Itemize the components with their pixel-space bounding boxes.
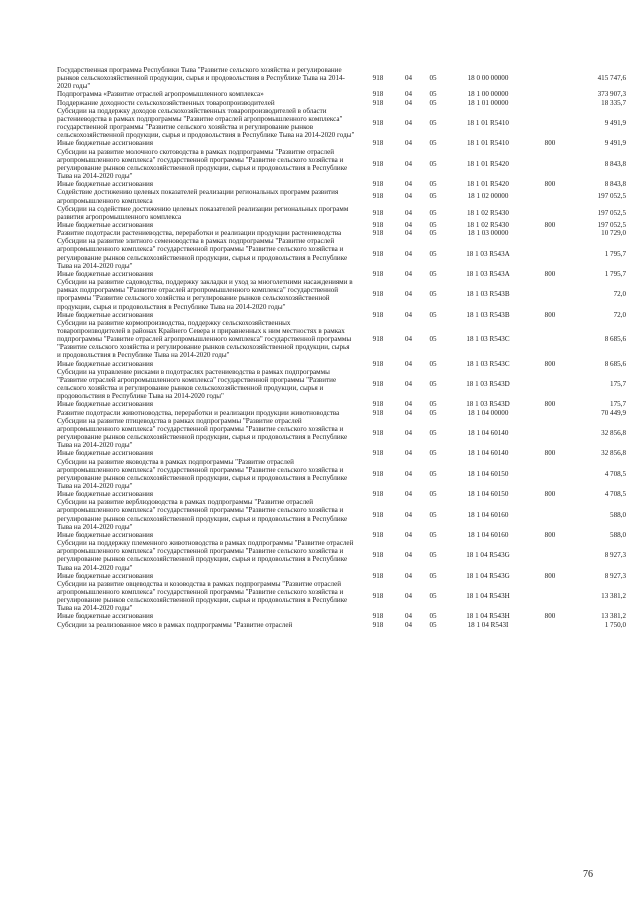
row-description: Иные бюджетные ассигнования <box>57 359 154 368</box>
row-section-code: 04 <box>404 490 413 499</box>
row-grbs-code: 918 <box>372 400 384 409</box>
row-section-code: 04 <box>404 380 413 389</box>
row-section-code: 04 <box>404 208 413 217</box>
row-section-code: 04 <box>404 249 413 258</box>
row-description: Иные бюджетные ассигнования <box>57 571 154 580</box>
table-row <box>57 139 626 147</box>
row-expense-type <box>530 368 570 401</box>
row-target-code: 18 1 03 R543B <box>466 290 510 299</box>
table-row <box>57 311 626 319</box>
row-description: Субсидии на поддержку племенного животноводства в рамках подпрограммы "Развитие отраслей агропромышленного комплекса" государственной программы "Развитие сельского хозяйства и регулирование рынков сельскохозяйственной продукции, сырья и продовольствия в Республике Тыва на 2014-2020 годы" <box>57 539 354 572</box>
row-amount: 8 927,3 <box>604 571 626 580</box>
row-subsection-code: 05 <box>429 180 437 189</box>
row-target-code: 18 1 04 60150 <box>467 490 509 499</box>
row-amount: 32 856,8 <box>601 449 626 458</box>
row-target-code: 18 1 04 60140 <box>467 449 509 458</box>
row-grbs-code: 918 <box>372 74 384 83</box>
row-amount: 1 795,7 <box>604 269 626 278</box>
table-row <box>57 572 626 580</box>
table-row <box>57 148 626 181</box>
row-subsection-code: 05 <box>429 449 437 458</box>
row-description: Иные бюджетные ассигнования <box>57 490 154 499</box>
table-row <box>57 270 626 278</box>
row-target-code: 18 1 03 R543C <box>466 359 510 368</box>
table-row <box>57 417 626 450</box>
row-target-code: 18 1 04 60160 <box>467 510 509 519</box>
row-grbs-code: 918 <box>372 159 384 168</box>
row-description: Иные бюджетные ассигнования <box>57 139 154 148</box>
table-row <box>57 237 626 270</box>
table-row <box>57 360 626 368</box>
row-section-code: 04 <box>404 551 413 560</box>
row-grbs-code: 918 <box>372 139 384 148</box>
budget-table-page <box>57 66 626 629</box>
row-subsection-code: 05 <box>429 335 437 344</box>
row-expense-type: 800 <box>544 449 556 458</box>
row-grbs-code: 918 <box>372 335 384 344</box>
row-subsection-code: 05 <box>429 139 437 148</box>
row-expense-type: 800 <box>544 220 556 229</box>
row-amount: 9 491,9 <box>604 139 626 148</box>
table-row <box>57 66 626 90</box>
row-expense-type <box>530 621 570 629</box>
row-description: Иные бюджетные ассигнования <box>57 180 154 189</box>
row-amount: 70 449,9 <box>601 408 626 417</box>
row-section-code: 04 <box>404 139 413 148</box>
row-amount: 9 491,9 <box>604 119 626 128</box>
row-grbs-code: 918 <box>372 469 384 478</box>
row-amount: 13 381,2 <box>601 612 626 621</box>
row-subsection-code: 05 <box>429 620 437 629</box>
row-expense-type <box>530 580 570 613</box>
row-section-code: 04 <box>404 359 413 368</box>
row-grbs-code: 918 <box>372 310 384 319</box>
row-section-code: 04 <box>404 229 413 238</box>
row-description: Субсидии на развитие птицеводства в рамках подпрограммы "Развитие отраслей агропромышленного комплекса" государственной программы "Развитие сельского хозяйства и регулирование рынков сельскохозяйственной продукции, сырья и продовольствия в Республике Тыва на 2014-2020 годы" <box>57 416 348 450</box>
row-target-code: 18 1 04 R543H <box>466 612 510 621</box>
row-section-code: 04 <box>404 119 413 128</box>
row-expense-type <box>530 99 570 107</box>
row-description: Субсидии на поддержку доходов сельскохозяйственных товаропроизводителей в области растениеводства в рамках подпрограммы "Развитие отраслей агропромышленного комплекса" государственной программы "Развитие сельского хозяйства и регулирование рынков сельскохозяйственной продукции, сырья и продовольствия в Республике Тыва на 2014-2020 годы" <box>57 106 355 140</box>
row-section-code: 04 <box>404 74 413 83</box>
row-target-code: 18 1 03 R543B <box>466 310 510 319</box>
row-subsection-code: 05 <box>429 159 437 168</box>
row-target-code: 18 1 01 R5410 <box>467 139 509 148</box>
row-grbs-code: 918 <box>372 380 384 389</box>
row-description: Иные бюджетные ассигнования <box>57 269 154 278</box>
row-section-code: 04 <box>404 571 413 580</box>
row-expense-type: 800 <box>544 139 556 148</box>
row-subsection-code: 05 <box>429 359 437 368</box>
row-amount: 1 795,7 <box>604 249 626 258</box>
row-subsection-code: 05 <box>429 90 437 99</box>
row-description: Иные бюджетные ассигнования <box>57 220 154 229</box>
table-row <box>57 539 626 572</box>
row-amount: 373 907,3 <box>597 90 626 99</box>
row-expense-type <box>530 66 570 90</box>
row-amount: 72,0 <box>613 310 626 319</box>
row-grbs-code: 918 <box>372 229 384 238</box>
row-target-code: 18 1 03 R543A <box>466 249 510 258</box>
table-row <box>57 90 626 98</box>
row-amount: 197 052,5 <box>597 220 626 229</box>
row-subsection-code: 05 <box>429 408 437 417</box>
row-description: Субсидии на развитие садоводства, поддержку закладки и уход за многолетними насаждениями в рамках подпрограммы "Развитие отраслей агропромышленного комплекса" государственной программы "Развитие сельского хозяйства и регулирование рынков сельскохозяйственной продукции, сырья и продовольствия в Республике Тыва на 2014-2020 годы" <box>57 278 353 311</box>
row-amount: 588,0 <box>610 530 626 539</box>
row-expense-type <box>530 458 570 491</box>
row-subsection-code: 05 <box>429 551 437 560</box>
row-expense-type <box>530 188 570 204</box>
row-grbs-code: 918 <box>372 530 384 539</box>
row-target-code: 18 0 00 00000 <box>467 74 509 83</box>
row-description: Развитие подотрасли животноводства, переработки и реализации продукции животноводства <box>57 408 340 417</box>
row-expense-type: 800 <box>544 180 556 189</box>
row-target-code: 18 1 00 00000 <box>467 90 509 99</box>
row-description: Субсидии на развитие элитного семеноводства в рамках подпрограммы "Развитие отраслей агропромышленного комплекса" государственной программы "Развитие сельского хозяйства и регулирование рынков сельскохозяйственной продукции, сырья и продовольствия в Республике Тыва на 2014-2020 годы" <box>57 237 348 270</box>
table-row <box>57 498 626 531</box>
row-grbs-code: 918 <box>372 90 384 99</box>
table-row <box>57 319 626 360</box>
row-amount: 4 708,5 <box>604 490 626 499</box>
row-target-code: 18 1 01 00000 <box>467 98 509 107</box>
row-expense-type <box>530 417 570 450</box>
row-expense-type: 800 <box>544 269 556 278</box>
row-target-code: 18 1 04 R543I <box>467 620 509 629</box>
row-target-code: 18 1 02 R5430 <box>467 220 509 229</box>
row-grbs-code: 918 <box>372 180 384 189</box>
row-target-code: 18 1 03 R543A <box>466 269 510 278</box>
row-description: Поддержание доходности сельскохозяйственных товаропроизводителей <box>57 98 275 107</box>
row-amount: 197 052,5 <box>597 192 626 201</box>
row-expense-type <box>530 539 570 572</box>
row-target-code: 18 1 04 R543G <box>466 571 510 580</box>
row-target-code: 18 1 02 00000 <box>467 192 509 201</box>
table-row <box>57 221 626 229</box>
row-section-code: 04 <box>404 180 413 189</box>
row-subsection-code: 05 <box>429 469 437 478</box>
row-description: Субсидии на развитие молочного скотоводства в рамках подпрограммы "Развитие отраслей агропромышленного комплекса" государственной программы "Развитие сельского хозяйства и регулирование рынков сельскохозяйственной продукции, сырья и продовольствия в Республике Тыва на 2014-2020 годы" <box>57 147 348 181</box>
row-amount: 8 843,8 <box>604 159 626 168</box>
row-expense-type <box>530 229 570 237</box>
row-section-code: 04 <box>404 400 413 409</box>
row-amount: 1 750,0 <box>604 620 626 629</box>
row-section-code: 04 <box>404 510 413 519</box>
table-row <box>57 531 626 539</box>
row-grbs-code: 918 <box>372 119 384 128</box>
row-grbs-code: 918 <box>372 551 384 560</box>
row-grbs-code: 918 <box>372 571 384 580</box>
row-description: Развитие подотрасли растениеводства, переработки и реализации продукции растениеводства <box>57 229 342 238</box>
table-row <box>57 449 626 457</box>
row-subsection-code: 05 <box>429 428 437 437</box>
row-target-code: 18 1 03 R543C <box>466 335 510 344</box>
row-section-code: 04 <box>404 290 413 299</box>
table-row <box>57 99 626 107</box>
table-row <box>57 188 626 204</box>
row-amount: 415 747,6 <box>597 74 626 83</box>
table-row <box>57 490 626 498</box>
table-row <box>57 368 626 401</box>
row-grbs-code: 918 <box>372 208 384 217</box>
table-row <box>57 580 626 613</box>
row-description: Субсидии на развитие овцеводства и козоводства в рамках подпрограммы "Развитие отраслей агропромышленного комплекса" государственной программы "Развитие сельского хозяйства и регулирование рынков сельскохозяйственной продукции, сырья и продовольствия в Республике Тыва на 2014-2020 годы" <box>57 579 348 613</box>
row-subsection-code: 05 <box>429 490 437 499</box>
row-description: Субсидии на развитие яководства в рамках подпрограммы "Развитие отраслей агропромышленного комплекса" государственной программы "Развитие сельского хозяйства и регулирование рынков сельскохозяйственной продукции, сырья и продовольствия в Республике Тыва на 2014-2020 годы" <box>57 457 348 490</box>
row-amount: 175,7 <box>610 380 626 389</box>
table-row <box>57 205 626 221</box>
row-target-code: 18 1 04 00000 <box>467 408 509 417</box>
row-grbs-code: 918 <box>372 510 384 519</box>
row-expense-type <box>530 498 570 531</box>
row-section-code: 04 <box>404 620 413 629</box>
row-expense-type <box>530 90 570 98</box>
page-number: 76 <box>583 869 593 880</box>
row-expense-type <box>530 205 570 221</box>
row-grbs-code: 918 <box>372 408 384 417</box>
row-grbs-code: 918 <box>372 449 384 458</box>
budget-table-body <box>57 66 626 629</box>
table-row <box>57 458 626 491</box>
row-grbs-code: 918 <box>372 290 384 299</box>
row-target-code: 18 1 02 R5430 <box>467 208 509 217</box>
row-subsection-code: 05 <box>429 74 437 83</box>
table-row <box>57 229 626 237</box>
row-subsection-code: 05 <box>429 220 437 229</box>
row-section-code: 04 <box>404 530 413 539</box>
row-description: Субсидии на содействие достижению целевых показателей реализации региональных программ развития агропромышленного комплекса <box>57 204 349 221</box>
row-expense-type: 800 <box>544 490 556 499</box>
row-description: Государственная программа Республики Тыва "Развитие сельского хозяйства и регулирование рынков сельскохозяйственной продукции, сырья и продовольствия в Республике Тыва на 2014-2020 годы" <box>57 66 345 91</box>
row-expense-type: 800 <box>544 359 556 368</box>
row-description: Иные бюджетные ассигнования <box>57 310 154 319</box>
row-target-code: 18 1 01 R5410 <box>467 119 509 128</box>
row-description: Подпрограмма «Развитие отраслей агропромышленного комплекса» <box>57 90 264 99</box>
row-subsection-code: 05 <box>429 310 437 319</box>
row-subsection-code: 05 <box>429 530 437 539</box>
row-grbs-code: 918 <box>372 192 384 201</box>
row-description: Иные бюджетные ассигнования <box>57 612 154 621</box>
row-subsection-code: 05 <box>429 119 437 128</box>
row-amount: 197 052,5 <box>597 208 626 217</box>
row-section-code: 04 <box>404 612 413 621</box>
row-expense-type <box>530 148 570 181</box>
row-subsection-code: 05 <box>429 98 437 107</box>
row-subsection-code: 05 <box>429 208 437 217</box>
row-grbs-code: 918 <box>372 490 384 499</box>
table-row <box>57 278 626 311</box>
table-row <box>57 107 626 140</box>
row-amount: 8 927,3 <box>604 551 626 560</box>
row-description: Иные бюджетные ассигнования <box>57 400 154 409</box>
row-grbs-code: 918 <box>372 98 384 107</box>
row-grbs-code: 918 <box>372 620 384 629</box>
row-section-code: 04 <box>404 449 413 458</box>
row-amount: 32 856,8 <box>601 428 626 437</box>
row-expense-type: 800 <box>544 612 556 621</box>
row-target-code: 18 1 03 00000 <box>467 229 509 238</box>
row-section-code: 04 <box>404 90 413 99</box>
row-subsection-code: 05 <box>429 592 437 601</box>
row-section-code: 04 <box>404 469 413 478</box>
row-amount: 8 685,6 <box>604 359 626 368</box>
row-expense-type: 800 <box>544 530 556 539</box>
row-amount: 10 729,0 <box>601 229 626 238</box>
table-row <box>57 409 626 417</box>
row-amount: 175,7 <box>610 400 626 409</box>
table-row <box>57 400 626 408</box>
row-section-code: 04 <box>404 192 413 201</box>
row-section-code: 04 <box>404 159 413 168</box>
row-section-code: 04 <box>404 310 413 319</box>
row-target-code: 18 1 03 R543D <box>466 400 510 409</box>
row-description: Содействие достижению целевых показателей реализации региональных программ развития агропромышленного комплекса <box>57 188 339 205</box>
row-section-code: 04 <box>404 335 413 344</box>
row-description: Субсидии на развитие верблюдоводства в рамках подпрограммы "Развитие отраслей агропромышленного комплекса" государственной программы "Развитие сельского хозяйства и регулирование рынков сельскохозяйственной продукции, сырья и продовольствия в Республике Тыва на 2014-2020 годы" <box>57 498 348 531</box>
budget-table <box>57 66 626 629</box>
table-row <box>57 612 626 620</box>
row-subsection-code: 05 <box>429 612 437 621</box>
row-subsection-code: 05 <box>429 290 437 299</box>
table-row <box>57 621 626 629</box>
row-target-code: 18 1 04 60140 <box>467 428 509 437</box>
row-grbs-code: 918 <box>372 612 384 621</box>
row-expense-type: 800 <box>544 310 556 319</box>
row-section-code: 04 <box>404 592 413 601</box>
row-grbs-code: 918 <box>372 249 384 258</box>
row-expense-type <box>530 107 570 140</box>
row-subsection-code: 05 <box>429 229 437 238</box>
row-section-code: 04 <box>404 98 413 107</box>
row-target-code: 18 1 04 60160 <box>467 530 509 539</box>
row-description: Субсидии на развитие кормопроизводства, поддержку сельскохозяйственных товаропроизводителей в районах Крайнего Севера и приравненных к ним местностях в рамках подпрограммы "Развитие отраслей агропромышленного комплекса" государственной программы "Развитие сельского хозяйства и регулирование рынков сельскохозяйственной продукции, сырья и продовольствия в Республике Тыва на 2014-2020 годы" <box>57 318 352 360</box>
row-amount: 13 381,2 <box>601 592 626 601</box>
row-amount: 8 843,8 <box>604 180 626 189</box>
row-grbs-code: 918 <box>372 220 384 229</box>
row-target-code: 18 1 01 R5420 <box>467 159 509 168</box>
row-grbs-code: 918 <box>372 359 384 368</box>
row-expense-type <box>530 409 570 417</box>
row-amount: 588,0 <box>610 510 626 519</box>
row-subsection-code: 05 <box>429 192 437 201</box>
row-grbs-code: 918 <box>372 592 384 601</box>
row-expense-type <box>530 319 570 360</box>
row-amount: 8 685,6 <box>604 335 626 344</box>
row-expense-type <box>530 237 570 270</box>
row-grbs-code: 918 <box>372 269 384 278</box>
row-description: Субсидии на управление рисками в подотраслях растениеводства в рамках подпрограммы "Развитие отраслей агропромышленного комплекса" государственной программы "Развитие сельского хозяйства и регулирование рынков сельскохозяйственной продукции, сырья и продовольствия в Республике Тыва на 2014-2020 годы" <box>57 367 337 401</box>
row-amount: 4 708,5 <box>604 469 626 478</box>
row-target-code: 18 1 03 R543D <box>466 380 510 389</box>
row-description: Иные бюджетные ассигнования <box>57 449 154 458</box>
row-section-code: 04 <box>404 408 413 417</box>
row-grbs-code: 918 <box>372 428 384 437</box>
row-target-code: 18 1 01 R5420 <box>467 180 509 189</box>
table-row <box>57 180 626 188</box>
row-subsection-code: 05 <box>429 400 437 409</box>
row-expense-type: 800 <box>544 400 556 409</box>
row-section-code: 04 <box>404 428 413 437</box>
row-target-code: 18 1 04 60150 <box>467 469 509 478</box>
row-subsection-code: 05 <box>429 249 437 258</box>
row-expense-type: 800 <box>544 571 556 580</box>
row-section-code: 04 <box>404 269 413 278</box>
row-subsection-code: 05 <box>429 510 437 519</box>
row-section-code: 04 <box>404 220 413 229</box>
row-subsection-code: 05 <box>429 269 437 278</box>
row-description: Субсидии за реализованное мясо в рамках подпрограммы "Развитие отраслей <box>57 620 293 629</box>
row-target-code: 18 1 04 R543G <box>466 551 510 560</box>
row-subsection-code: 05 <box>429 380 437 389</box>
row-expense-type <box>530 278 570 311</box>
row-amount: 72,0 <box>613 290 626 299</box>
row-amount: 18 335,7 <box>601 98 626 107</box>
row-description: Иные бюджетные ассигнования <box>57 530 154 539</box>
row-subsection-code: 05 <box>429 571 437 580</box>
row-target-code: 18 1 04 R543H <box>466 592 510 601</box>
